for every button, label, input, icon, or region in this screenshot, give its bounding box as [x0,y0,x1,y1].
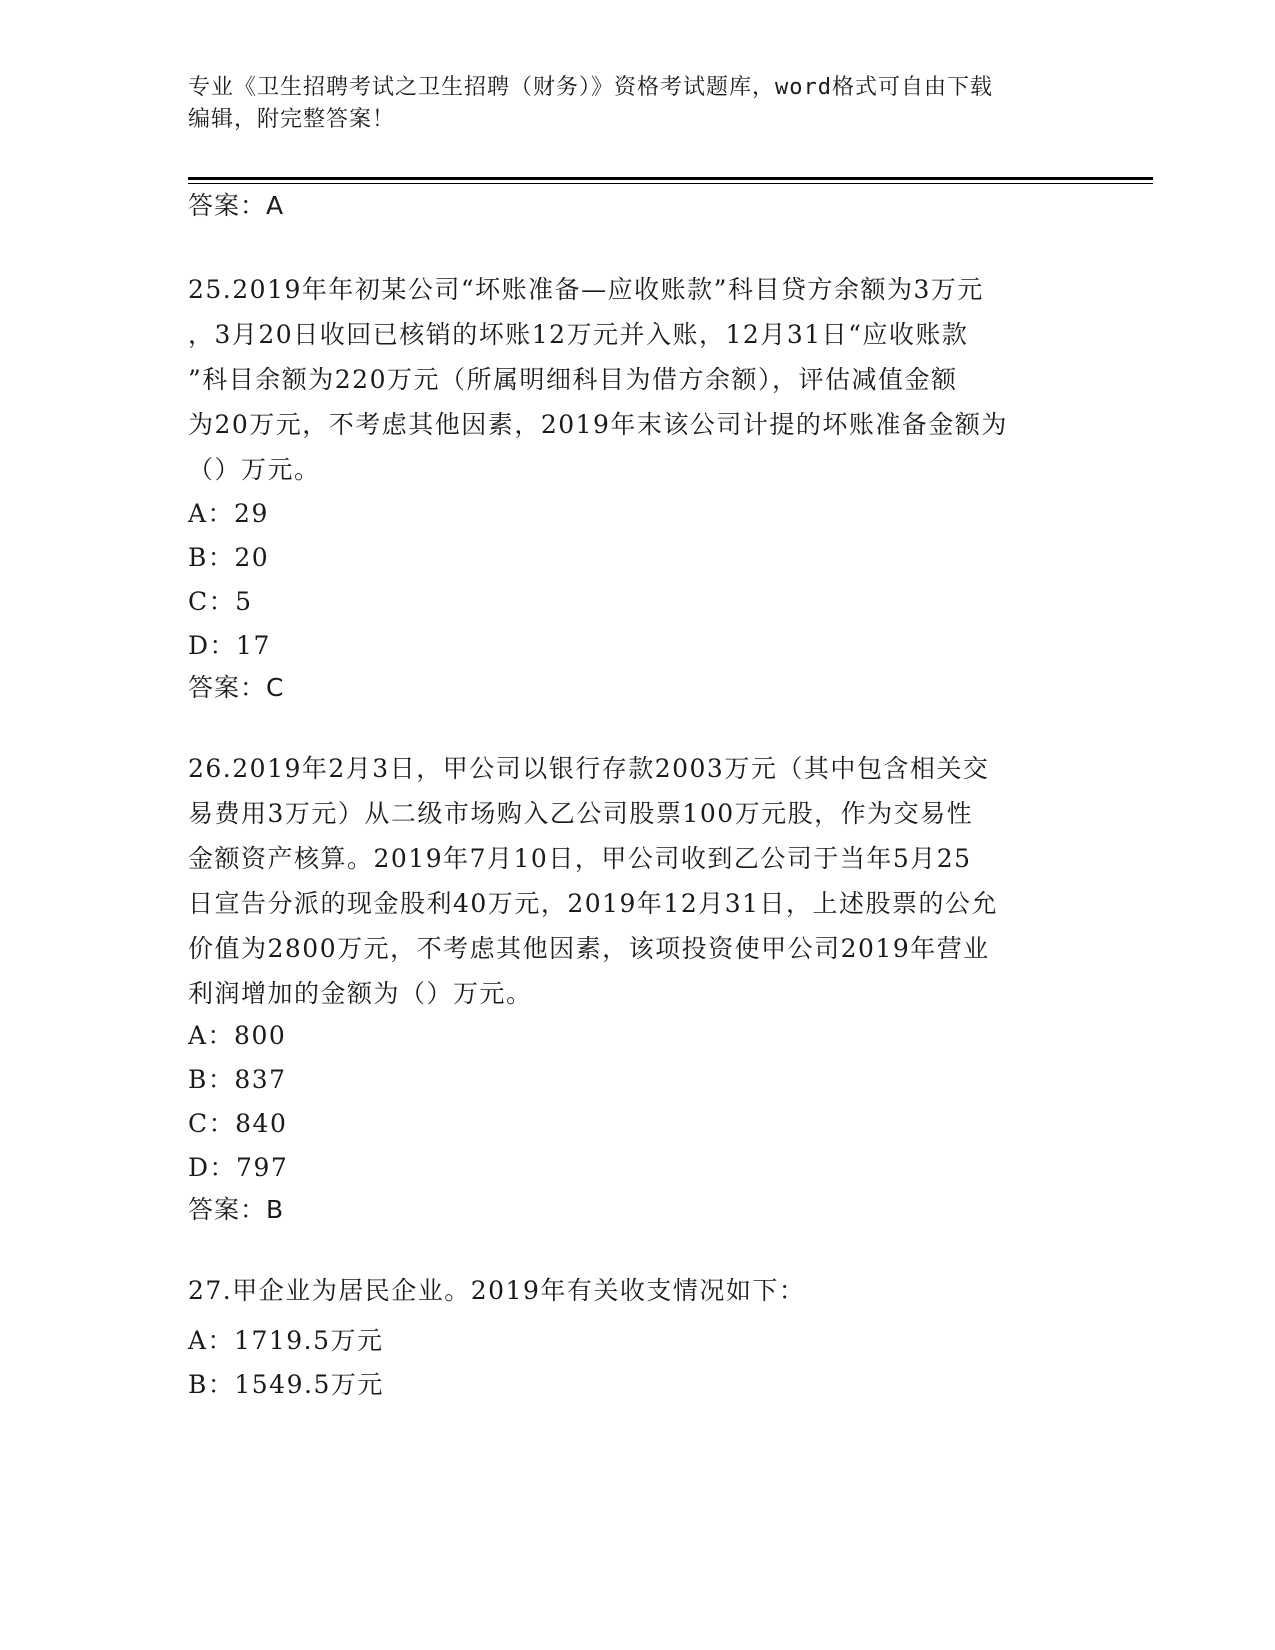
question-27-option-b: B：1549.5万元 [188,1370,384,1399]
question-26-option-c: C：840 [188,1109,288,1138]
question-25-answer: 答案：C [188,673,285,702]
question-line: 易费用3万元）从二级市场购入乙公司股票100万元股，作为交易性 [188,799,974,828]
previous-answer: 答案：A [188,191,285,220]
question-27-stem [188,1268,1088,1313]
document-header [188,72,1088,136]
question-26-option-b: B：837 [188,1065,287,1094]
question-25-option-a: A：29 [188,499,269,528]
question-line: 价值为2800万元，不考虑其他因素，该项投资使甲公司2019年营业 [188,934,990,963]
question-line: ，3月20日收回已核销的坏账12万元并入账，12月31日“应收账款 [188,320,969,349]
question-26-option-d: D：797 [188,1153,289,1182]
question-27-option-a: A：1719.5万元 [188,1326,384,1355]
question-line: 利润增加的金额为（）万元。 [188,979,533,1008]
question-line: 27.甲企业为居民企业。2019年有关收支情况如下： [188,1276,806,1305]
question-25-option-d: D：17 [188,631,271,660]
question-line: 金额资产核算。2019年7月10日，甲公司收到乙公司于当年5月25 [188,844,972,873]
question-26-answer: 答案：B [188,1195,285,1224]
header-divider-thin [188,183,1153,184]
header-line-2: 编辑，附完整答案！ [188,107,396,132]
question-line: 为20万元，不考虑其他因素，2019年末该公司计提的坏账准备金额为 [188,410,1008,439]
question-line: 25.2019年年初某公司“坏账准备—应收账款”科目贷方余额为3万元 [188,275,984,304]
question-line: （）万元。 [188,455,321,484]
question-line: ”科目余额为220万元（所属明细科目为借方余额），评估减值金额 [188,365,958,394]
header-divider-thick [188,177,1153,180]
question-line: 日宣告分派的现金股利40万元，2019年12月31日，上述股票的公允 [188,889,999,918]
question-line: 26.2019年2月3日，甲公司以银行存款2003万元（其中包含相关交 [188,754,990,783]
question-26-stem [188,746,1088,1016]
question-25-option-c: C：5 [188,587,253,616]
header-line-1: 专业《卫生招聘考试之卫生招聘（财务）》资格考试题库，word格式可自由下载 [188,75,993,100]
question-25-stem [188,267,1088,492]
question-25-option-b: B：20 [188,543,270,572]
question-26-option-a: A：800 [188,1021,287,1050]
